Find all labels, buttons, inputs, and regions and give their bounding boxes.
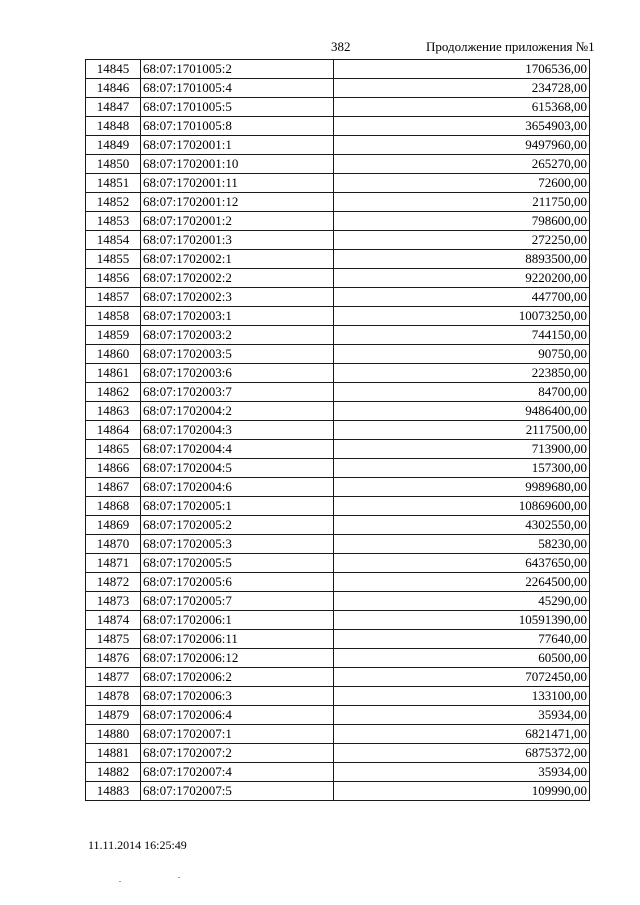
- row-number-cell: 14847: [86, 98, 141, 117]
- row-number-cell: 14868: [86, 497, 141, 516]
- cadastral-value-cell: 9989680,00: [334, 478, 590, 497]
- cadastral-value-cell: 6437650,00: [334, 554, 590, 573]
- cadastral-number-cell: 68:07:1702003:7: [141, 383, 334, 402]
- cadastral-number-cell: 68:07:1702005:5: [141, 554, 334, 573]
- row-number-cell: 14881: [86, 744, 141, 763]
- cadastral-number-cell: 68:07:1702001:10: [141, 155, 334, 174]
- row-number-cell: 14846: [86, 79, 141, 98]
- table-row: [86, 402, 590, 421]
- row-number-cell: 14849: [86, 136, 141, 155]
- cadastral-number-cell: 68:07:1702004:3: [141, 421, 334, 440]
- table-row: [86, 250, 590, 269]
- table-row: [86, 421, 590, 440]
- row-number-cell: 14848: [86, 117, 141, 136]
- table-row: [86, 440, 590, 459]
- table-row: [86, 459, 590, 478]
- cadastral-value-cell: 2264500,00: [334, 573, 590, 592]
- cadastral-number-cell: 68:07:1702003:5: [141, 345, 334, 364]
- scan-speck: [119, 881, 121, 882]
- row-number-cell: 14871: [86, 554, 141, 573]
- row-number-cell: 14865: [86, 440, 141, 459]
- cadastral-number-cell: 68:07:1702002:1: [141, 250, 334, 269]
- table-row: [86, 706, 590, 725]
- cadastral-value-cell: 10591390,00: [334, 611, 590, 630]
- cadastral-value-cell: 9486400,00: [334, 402, 590, 421]
- table-row: [86, 649, 590, 668]
- row-number-cell: 14861: [86, 364, 141, 383]
- table-row: [86, 383, 590, 402]
- row-number-cell: 14854: [86, 231, 141, 250]
- cadastral-value-cell: 272250,00: [334, 231, 590, 250]
- table-row: [86, 535, 590, 554]
- cadastral-value-cell: 157300,00: [334, 459, 590, 478]
- cadastral-value-cell: 8893500,00: [334, 250, 590, 269]
- cadastral-value-cell: 744150,00: [334, 326, 590, 345]
- cadastral-number-cell: 68:07:1702001:11: [141, 174, 334, 193]
- table-row: [86, 478, 590, 497]
- cadastral-value-cell: 90750,00: [334, 345, 590, 364]
- cadastral-value-cell: 84700,00: [334, 383, 590, 402]
- cadastral-value-cell: 6875372,00: [334, 744, 590, 763]
- table-row: [86, 193, 590, 212]
- cadastral-number-cell: 68:07:1701005:2: [141, 60, 334, 79]
- row-number-cell: 14855: [86, 250, 141, 269]
- cadastral-number-cell: 68:07:1702005:7: [141, 592, 334, 611]
- cadastral-number-cell: 68:07:1702006:2: [141, 668, 334, 687]
- cadastral-number-cell: 68:07:1702006:3: [141, 687, 334, 706]
- cadastral-value-cell: 447700,00: [334, 288, 590, 307]
- row-number-cell: 14882: [86, 763, 141, 782]
- cadastral-number-cell: 68:07:1702007:2: [141, 744, 334, 763]
- row-number-cell: 14880: [86, 725, 141, 744]
- row-number-cell: 14852: [86, 193, 141, 212]
- table-row: [86, 516, 590, 535]
- cadastral-number-cell: 68:07:1702004:5: [141, 459, 334, 478]
- cadastral-value-cell: 615368,00: [334, 98, 590, 117]
- table-row: [86, 497, 590, 516]
- table-row: [86, 288, 590, 307]
- cadastral-number-cell: 68:07:1701005:4: [141, 79, 334, 98]
- table-row: [86, 269, 590, 288]
- table-row: [86, 782, 590, 801]
- row-number-cell: 14864: [86, 421, 141, 440]
- table-row: [86, 155, 590, 174]
- cadastral-value-cell: 133100,00: [334, 687, 590, 706]
- table-row: [86, 117, 590, 136]
- cadastral-number-cell: 68:07:1702007:4: [141, 763, 334, 782]
- table-row: [86, 573, 590, 592]
- table-row: [86, 611, 590, 630]
- row-number-cell: 14851: [86, 174, 141, 193]
- table-row: [86, 98, 590, 117]
- row-number-cell: 14850: [86, 155, 141, 174]
- cadastral-number-cell: 68:07:1702001:1: [141, 136, 334, 155]
- cadastral-number-cell: 68:07:1702001:2: [141, 212, 334, 231]
- cadastral-value-cell: 9497960,00: [334, 136, 590, 155]
- row-number-cell: 14873: [86, 592, 141, 611]
- cadastral-value-cell: 223850,00: [334, 364, 590, 383]
- cadastral-number-cell: 68:07:1702003:6: [141, 364, 334, 383]
- table-row: [86, 364, 590, 383]
- cadastral-value-cell: 58230,00: [334, 535, 590, 554]
- cadastral-number-cell: 68:07:1702006:4: [141, 706, 334, 725]
- table-row: [86, 136, 590, 155]
- appendix-continuation-note: Продолжение приложения №1: [426, 39, 595, 54]
- cadastral-value-cell: 77640,00: [334, 630, 590, 649]
- cadastral-value-table: [85, 59, 590, 801]
- table-row: [86, 592, 590, 611]
- cadastral-number-cell: 68:07:1702002:3: [141, 288, 334, 307]
- cadastral-value-cell: 4302550,00: [334, 516, 590, 535]
- cadastral-value-cell: 713900,00: [334, 440, 590, 459]
- cadastral-value-cell: 10869600,00: [334, 497, 590, 516]
- table-row: [86, 231, 590, 250]
- cadastral-value-cell: 2117500,00: [334, 421, 590, 440]
- table-row: [86, 763, 590, 782]
- table-row: [86, 174, 590, 193]
- row-number-cell: 14878: [86, 687, 141, 706]
- cadastral-number-cell: 68:07:1702001:3: [141, 231, 334, 250]
- cadastral-number-cell: 68:07:1702002:2: [141, 269, 334, 288]
- row-number-cell: 14858: [86, 307, 141, 326]
- table-row: [86, 554, 590, 573]
- cadastral-value-cell: 234728,00: [334, 79, 590, 98]
- row-number-cell: 14859: [86, 326, 141, 345]
- print-timestamp: 11.11.2014 16:25:49: [88, 838, 187, 852]
- row-number-cell: 14874: [86, 611, 141, 630]
- cadastral-number-cell: 68:07:1702003:2: [141, 326, 334, 345]
- cadastral-value-cell: 9220200,00: [334, 269, 590, 288]
- cadastral-number-cell: 68:07:1702006:1: [141, 611, 334, 630]
- row-number-cell: 14879: [86, 706, 141, 725]
- cadastral-value-cell: 3654903,00: [334, 117, 590, 136]
- row-number-cell: 14857: [86, 288, 141, 307]
- table-row: [86, 725, 590, 744]
- cadastral-number-cell: 68:07:1702007:1: [141, 725, 334, 744]
- table-row: [86, 212, 590, 231]
- row-number-cell: 14870: [86, 535, 141, 554]
- cadastral-number-cell: 68:07:1702001:12: [141, 193, 334, 212]
- table-row: [86, 345, 590, 364]
- table-row: [86, 79, 590, 98]
- cadastral-number-cell: 68:07:1702006:11: [141, 630, 334, 649]
- cadastral-number-cell: 68:07:1702004:6: [141, 478, 334, 497]
- page-number: 382: [331, 39, 351, 54]
- cadastral-value-cell: 35934,00: [334, 763, 590, 782]
- cadastral-value-cell: 109990,00: [334, 782, 590, 801]
- row-number-cell: 14845: [86, 60, 141, 79]
- cadastral-value-cell: 60500,00: [334, 649, 590, 668]
- cadastral-number-cell: 68:07:1702007:5: [141, 782, 334, 801]
- table-row: [86, 630, 590, 649]
- cadastral-number-cell: 68:07:1702003:1: [141, 307, 334, 326]
- row-number-cell: 14883: [86, 782, 141, 801]
- cadastral-value-cell: 10073250,00: [334, 307, 590, 326]
- cadastral-value-cell: 6821471,00: [334, 725, 590, 744]
- cadastral-number-cell: 68:07:1702006:12: [141, 649, 334, 668]
- table-row: [86, 687, 590, 706]
- cadastral-value-cell: 798600,00: [334, 212, 590, 231]
- cadastral-number-cell: 68:07:1702005:2: [141, 516, 334, 535]
- cadastral-number-cell: 68:07:1702005:6: [141, 573, 334, 592]
- row-number-cell: 14856: [86, 269, 141, 288]
- cadastral-number-cell: 68:07:1702004:4: [141, 440, 334, 459]
- cadastral-number-cell: 68:07:1701005:5: [141, 98, 334, 117]
- row-number-cell: 14867: [86, 478, 141, 497]
- row-number-cell: 14869: [86, 516, 141, 535]
- row-number-cell: 14866: [86, 459, 141, 478]
- cadastral-number-cell: 68:07:1702004:2: [141, 402, 334, 421]
- cadastral-value-cell: 35934,00: [334, 706, 590, 725]
- cadastral-value-cell: 45290,00: [334, 592, 590, 611]
- table-body: [86, 60, 590, 801]
- cadastral-number-cell: 68:07:1702005:1: [141, 497, 334, 516]
- table-row: [86, 744, 590, 763]
- cadastral-number-cell: 68:07:1701005:8: [141, 117, 334, 136]
- cadastral-value-cell: 211750,00: [334, 193, 590, 212]
- row-number-cell: 14853: [86, 212, 141, 231]
- row-number-cell: 14872: [86, 573, 141, 592]
- scan-speck: [178, 877, 180, 878]
- row-number-cell: 14877: [86, 668, 141, 687]
- row-number-cell: 14875: [86, 630, 141, 649]
- table-row: [86, 307, 590, 326]
- cadastral-value-cell: 7072450,00: [334, 668, 590, 687]
- cadastral-value-cell: 72600,00: [334, 174, 590, 193]
- table-row: [86, 668, 590, 687]
- cadastral-number-cell: 68:07:1702005:3: [141, 535, 334, 554]
- row-number-cell: 14860: [86, 345, 141, 364]
- row-number-cell: 14863: [86, 402, 141, 421]
- cadastral-value-cell: 1706536,00: [334, 60, 590, 79]
- table-row: [86, 60, 590, 79]
- row-number-cell: 14862: [86, 383, 141, 402]
- table-row: [86, 326, 590, 345]
- row-number-cell: 14876: [86, 649, 141, 668]
- cadastral-value-cell: 265270,00: [334, 155, 590, 174]
